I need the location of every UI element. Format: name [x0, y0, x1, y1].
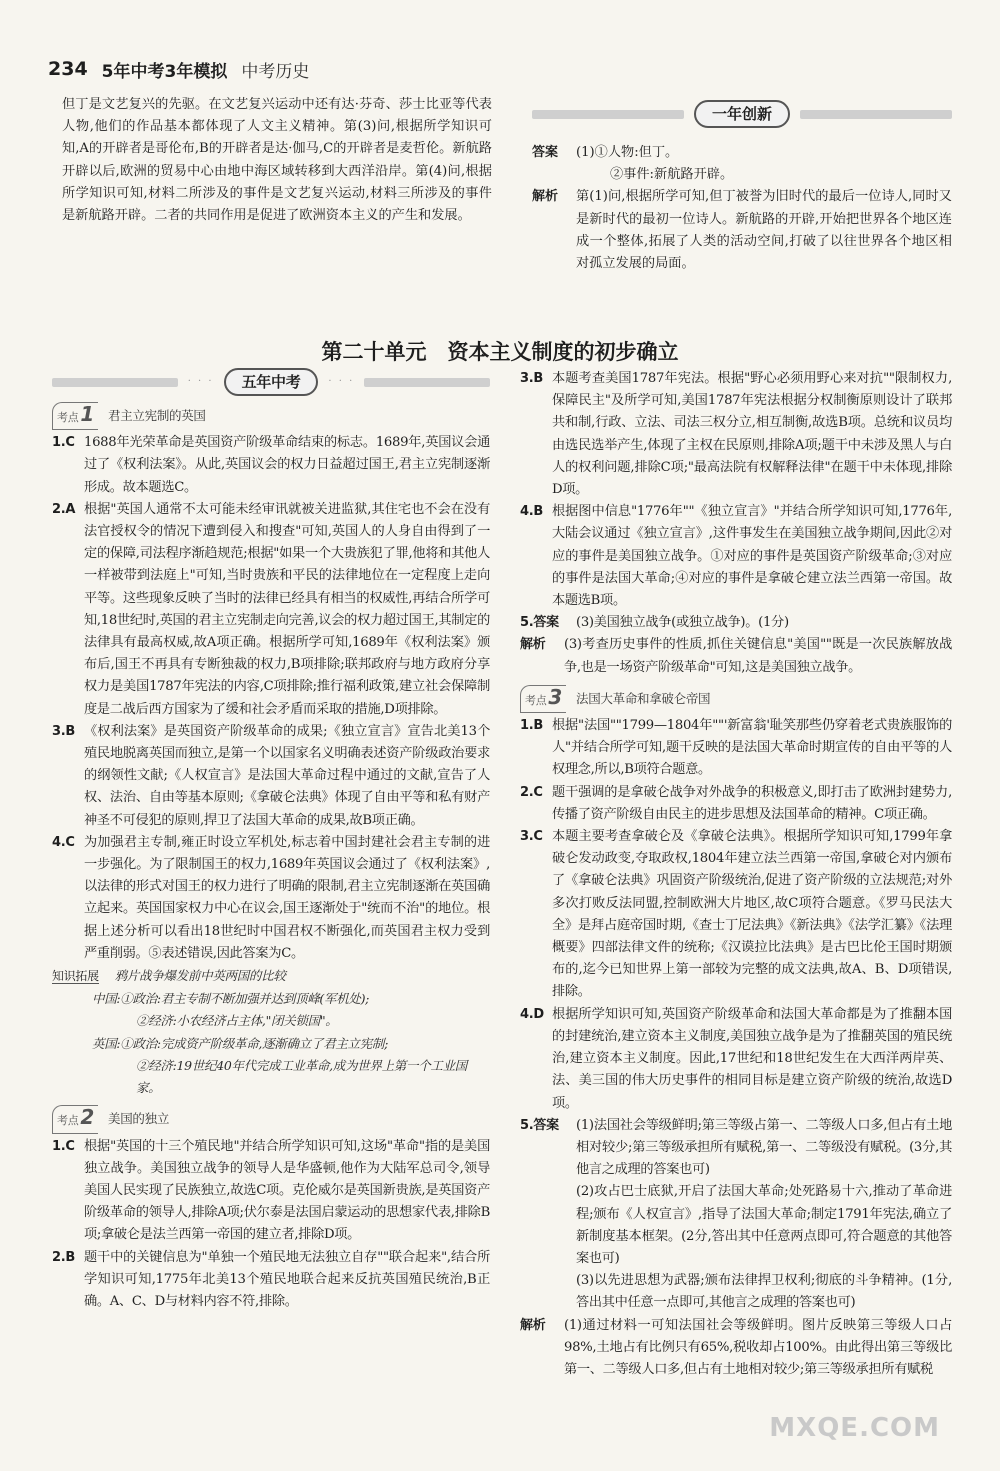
question-item	[52, 721, 490, 832]
page-number: 234	[48, 58, 88, 80]
extension-title: 鸦片战争爆发前中英两国的比较	[114, 968, 286, 984]
question-item	[52, 832, 490, 965]
question-item	[520, 368, 952, 501]
answer-part-2: (2)攻占巴士底狱,开启了法国大革命;处死路易十六,推动了革命进程;颁布《人权宣言》,指导了法国大革命;制定1791年宪法,确立了新制度基本框架。(2分,答出其中任意两点即可,符合题意的其他答案也可)	[576, 1184, 952, 1266]
kaodian-1-title: 君主立宪制的英国	[108, 408, 206, 423]
answer-label: 答案	[532, 145, 559, 160]
question-label: 2.C	[520, 784, 543, 800]
question-label: 1.C	[52, 1138, 75, 1154]
page-header	[48, 56, 309, 82]
innovation-analysis	[532, 186, 952, 275]
kaodian-2-title: 美国的独立	[108, 1111, 170, 1127]
analysis-item	[520, 634, 952, 678]
question-text: 题干强调的是拿破仑战争对外战争的积极意义,即打击了欧洲封建势力,传播了资产阶级自由民主的进步思想及法国革命的精神。C项正确。	[552, 784, 952, 822]
site-watermark: MXQE.COM	[769, 1413, 940, 1443]
question-label: 4.D	[520, 1006, 544, 1022]
kaodian-2-header	[52, 1105, 490, 1133]
innovation-block	[532, 100, 952, 275]
banner-dots: · · ·	[328, 375, 355, 387]
extension-line: ②经济:19世纪40年代完成工业革命,成为世界上第一个工业国家。	[136, 1057, 467, 1096]
knowledge-extension	[52, 965, 490, 1099]
question-label: 3.B	[52, 723, 75, 739]
kaodian-3-title: 法国大革命和拿破仑帝国	[576, 690, 711, 706]
question-text: 根据图中信息"1776年""《独立宣言》"并结合所学知识可知,1776年,大陆会议通过《独立宣言》,这件事发生在美国独立战争期间,因此②对应的事件是美国独立战争。①对应的事件是英国资产阶级革命;③对应的事件是法国大革命;④对应的事件是拿破仑建立法兰西第一帝国。故本题选B项。	[552, 504, 952, 609]
right-column	[520, 368, 952, 1381]
question-item	[520, 782, 952, 826]
series-title: 5年中考3年模拟	[101, 61, 228, 82]
analysis-label: 解析	[520, 637, 546, 653]
analysis-item	[520, 1315, 952, 1382]
question-label: 3.C	[520, 829, 543, 845]
unit-title: 第二十单元 资本主义制度的初步确立	[321, 340, 679, 364]
kaodian-3-header	[520, 685, 952, 713]
question-text: 《权利法案》是英国资产阶级革命的成果;《独立宣言》宣告北美13个殖民地脱离英国而独立,是第一个以国家名义明确表述资产阶级政治要求的纲领性文献;《人权宣言》是法国大革命过程中通过的文献,宣告了人权、法治、自由等基本原则;《拿破仑法典》体现了自由平等和私有财产神圣不可侵犯的原则,捍卫了法国大革命的成果,故B项正确。	[84, 723, 490, 828]
question-text: 本题考查美国1787年宪法。根据"野心必须用野心来对抗""限制权力,保障民主"及所学可知,美国1787年宪法根据分权制衡原则设计了联邦共和制,行政、立法、司法三权分立,相互制衡,故选B项。总统和议员均由选民选举产生,体现了主权在民原则,排除A项;题干中未涉及黑人与白人的权利问题,排除C项;"最高法院有权解释法律"在题干中未体现,排除D项。	[552, 371, 952, 498]
banner-bar-left	[532, 110, 684, 119]
question-item	[520, 826, 952, 1004]
analysis-text: (3)考查历史事件的性质,抓住关键信息"美国""既是一次民族解放战争,也是一场资产阶级革命"可知,这是美国独立战争。	[564, 637, 952, 675]
question-text: 根据"英国的十三个殖民地"并结合所学知识可知,这场"革命"指的是美国独立战争。美国独立战争的领导人是华盛顿,他作为大陆军总司令,领导美国人民实现了民族独立,故选C项。克伦威尔是英国新贵族,是英国资产阶级革命的领导人,排除A项;伏尔泰是法国启蒙运动的思想家代表,排除B项;拿破仑是法兰西第一帝国的建立者,排除D项。	[84, 1138, 490, 1243]
answer-part-3: (3)以先进思想为武器;颁布法律捍卫权利;彻底的斗争精神。(1分,答出其中任意一点即可,其他言之成理的答案也可)	[576, 1273, 952, 1311]
question-item	[52, 432, 490, 499]
question-label: 4.C	[52, 834, 75, 850]
question-label: 5.答案	[520, 1117, 559, 1133]
question-text: 根据"法国""1799—1804年""'新富翁'耻笑那些仍穿着老式贵族服饰的人"并结合所学可知,题干反映的是法国大革命时期宣传的自由平等的人权理念,所以,B项符合题意。	[552, 718, 952, 778]
banner-bar-right	[364, 378, 490, 387]
answer-line-2: ②事件:新航路开辟。	[610, 167, 734, 183]
banner-dots: · · ·	[187, 375, 214, 387]
subject-title: 中考历史	[241, 61, 310, 82]
five-year-banner	[52, 368, 490, 396]
question-label: 5.答案	[520, 615, 559, 631]
top-left-block	[62, 94, 492, 227]
question-text: 根据所学知识可知,英国资产阶级革命和法国大革命都是为了推翻本国的封建统治,建立资本主义制度,美国独立战争是为了推翻英国的殖民统治,建立资本主义制度。因此,17世纪和18世纪发生在大西洋两岸英、法、美三国的伟大历史事件的相同目标是建立资产阶级的统治,故选D项。	[552, 1006, 952, 1111]
question-label: 1.C	[52, 435, 75, 451]
question-text: 1688年光荣革命是英国资产阶级革命结束的标志。1689年,英国议会通过了《权利法案》。从此,英国议会的权力日益超过国王,君主立宪制逐渐形成。故本题选C。	[84, 435, 490, 495]
question-text: 题干中的关键信息为"单独一个殖民地无法独立自存""联合起来",结合所学知识可知,1775年北美13个殖民地联合起来反抗英国殖民统治,B正确。A、C、D与材料内容不符,排除。	[84, 1249, 490, 1309]
question-label: 4.B	[520, 504, 543, 520]
question-item	[520, 715, 952, 782]
five-year-banner-label: 五年中考	[224, 368, 319, 396]
question-item	[520, 501, 952, 612]
question-item	[52, 499, 490, 721]
question-label: 2.B	[52, 1249, 75, 1265]
extension-label: 知识拓展	[52, 969, 99, 984]
extension-line: 中国:①政治:君主专制不断加强并达到顶峰(军机处);	[92, 991, 370, 1007]
analysis-text: 第(1)问,根据所学可知,但丁被誉为旧时代的最后一位诗人,同时又是新时代的最初一位诗人。新航路的开辟,开始把世界各个地区连成一个整体,拓展了人类的活动空间,打破了以往世界各个地区相对孤立发展的局面。	[576, 189, 952, 272]
kaodian-tag: 考点 3	[520, 685, 566, 713]
kaodian-1-header	[52, 402, 490, 430]
kaodian-tag: 考点 2	[52, 1105, 98, 1133]
question-item	[520, 1004, 952, 1115]
question-text: (1)法国社会等级鲜明;第三等级占第一、二等级人口多,但占有土地相对较少;第三等级承担所有赋税,第一、二等级没有赋税。(3分,其他言之成理的答案也可)	[576, 1117, 952, 1178]
question-text: 为加强君主专制,雍正时设立军机处,标志着中国封建社会君主专制的进一步强化。为了限制国王的权力,1689年英国议会通过了《权利法案》,以法律的形式对国王的权力进行了明确的限制,君主立宪制逐渐在英国确立起来。英国国家权力中心在议会,国王逐渐处于"统而不治"的地位。根据上述分析可以看出18世纪时中国君权不断强化,而英国君主权力受到严重削弱。⑤表述错误,因此答案为C。	[84, 834, 490, 961]
innovation-banner-label: 一年创新	[694, 100, 790, 128]
innovation-banner	[532, 100, 952, 128]
question-text: 根据"英国人通常不太可能未经审讯就被关进监狱,其住宅也不会在没有法官授权令的情况下遭到侵入和搜查"可知,英国人的人身自由得到了一定的保障,司法程序渐趋规范;根据"如果一个大贵族犯了罪,他将和其他人一样被带到法庭上"可知,当时贵族和平民的法律地位在一定程度上走向平等。这些现象反映了当时的法律已经具有相当的权威性,再结合所学可知,18世纪时,英国的君主立宪制走向完善,议会的权力超过国王,其制定的法律具有最高权威,故A项正确。根据所学可知,1689年《权利法案》颁布后,国王不再具有专断独裁的权力,B项排除;联邦政府与地方政府分享权力是美国1787年宪法的内容,C项排除;推行福利政策,建立社会保障制度是二战后西方国家为了缓和社会矛盾而采取的措施,D项排除。	[84, 501, 490, 717]
question-item	[52, 1136, 490, 1247]
left-column	[52, 368, 490, 1313]
question-text: (3)美国独立战争(或独立战争)。(1分)	[576, 615, 789, 631]
question-text: 本题主要考查拿破仑及《拿破仑法典》。根据所学知识可知,1799年拿破仑发动政变,夺取政权,1804年建立法兰西第一帝国,拿破仑对内颁布了《拿破仑法典》巩固资产阶级统治,促进了资产阶级的立法规范;对外多次打败反法同盟,控制欧洲大片地区,故C项符合题意。《罗马民法大全》是拜占庭帝国时期,《查士丁尼法典》《新法典》《法学汇纂》《法理概要》四部法律文件的统称;《汉谟拉比法典》是古巴比伦王国时期颁布的,迄今已知世界上第一部较为完整的成文法典,故A、B、D项错误,排除。	[552, 829, 952, 1000]
top-left-paragraph: 但丁是文艺复兴的先驱。在文艺复兴运动中还有达·芬奇、莎士比亚等代表人物,他们的作品基本都体现了人文主义精神。第(3)问,根据所学知识可知,A的开辟者是哥伦布,B的开辟者是达·伽马,C的开辟者是麦哲伦。新航路开辟以后,欧洲的贸易中心由地中海区域转移到大西洋沿岸。第(4)问,根据所学知识可知,材料二所涉及的事件是文艺复兴运动,材料三所涉及的事件是新航路开辟。二者的共同作用是促进了欧洲资本主义的产生和发展。	[62, 97, 492, 224]
question-label: 1.B	[520, 718, 543, 734]
analysis-text: (1)通过材料一可知法国社会等级鲜明。图片反映第三等级人口占98%,土地占有比例只有65%,税收却占100%。由此得出第三等级比第一、二等级人口多,但占有土地相对较少;第三等级承担所有赋税	[564, 1317, 952, 1377]
question-item	[52, 1247, 490, 1314]
banner-bar-left	[52, 378, 178, 387]
question-label: 2.A	[52, 501, 76, 517]
extension-line: ②经济:小农经济占主体,"闭关锁国"。	[136, 1013, 338, 1029]
analysis-label: 解析	[532, 189, 559, 205]
banner-bar-right	[800, 110, 952, 119]
question-item	[520, 612, 952, 634]
kaodian-tag: 考点 1	[52, 402, 98, 430]
analysis-label: 解析	[520, 1317, 546, 1333]
question-label: 3.B	[520, 371, 543, 386]
answer-line-1: (1)①人物:但丁。	[576, 145, 679, 160]
extension-line: 英国:①政治:完成资产阶级革命,逐渐确立了君主立宪制;	[92, 1035, 389, 1051]
question-item	[520, 1115, 952, 1182]
innovation-answer	[532, 142, 952, 164]
